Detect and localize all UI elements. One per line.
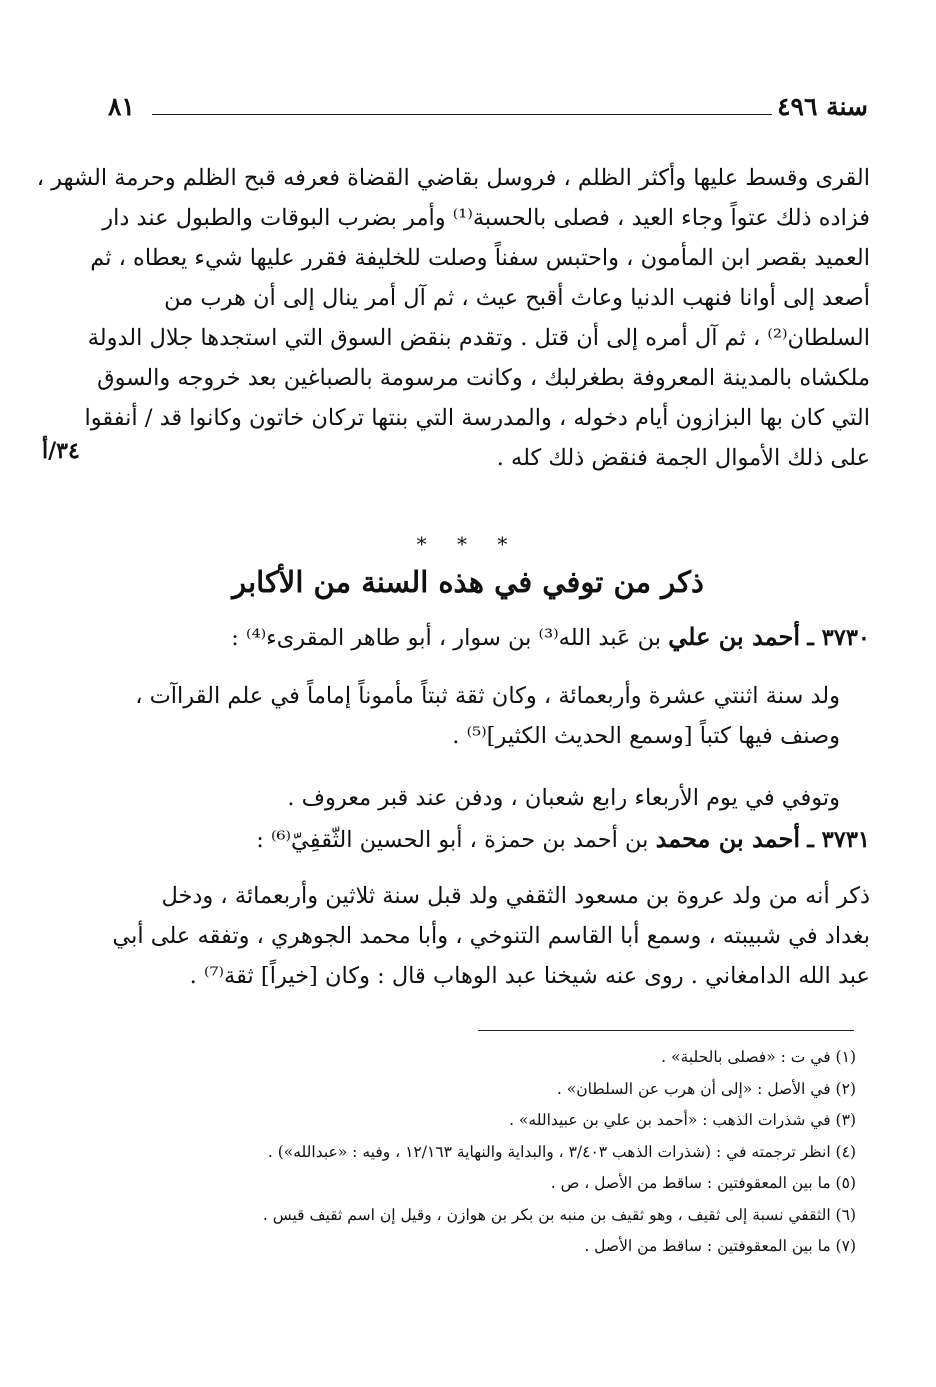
paragraph-2: [110, 676, 870, 756]
text-line: بغداد في شبيبته ، وسمع أبا القاسم التنوخي ، وأبا محمد الجوهري ، وتفقه على أبي: [112, 923, 870, 949]
footnote-rule: [478, 1030, 854, 1031]
header-rule: [152, 114, 772, 115]
footnote: (٤) انظر ترجمته في : (شذرات الذهب ٣/٤٠٣ ، والبداية والنهاية ١٢/١٦٣ ، وفيه : «عبدالله») .: [267, 1142, 856, 1161]
footnote: (١) في ت : «فصلى بالحلبة» .: [661, 1048, 856, 1066]
text-line: وتوفي في يوم الأربعاء رابع شعبان ، ودفن عند قبر معروف .: [287, 785, 840, 811]
page-number: ٨١: [108, 92, 135, 121]
text-line: وصنف فيها كتباً [وسمع الحديث الكثير]⁽⁵⁾ .: [452, 723, 840, 749]
page-header: [108, 92, 868, 126]
text-line: التي كان بها البزازون أيام دخوله ، والمدرسة التي بنتها تركان خاتون وكانوا قد / أنفقوا: [84, 405, 870, 431]
text-line: ولد سنة اثنتي عشرة وأربعمائة ، وكان ثقة ثبتاً مأموناً إماماً في علم القراآت ،: [135, 683, 840, 709]
entry-lineage: بن عَبد الله⁽³⁾ بن سوار ، أبو طاهر المقرىء⁽⁴⁾ :: [231, 625, 661, 651]
text-line: القرى وقسط عليها وأكثر الظلم ، فروسل بقاضي القضاة فعرفه قبح الظلم وحرمة الشهر ،: [36, 165, 870, 191]
footnote: (٦) الثقفي نسبة إلى ثقيف ، وهو ثقيف بن منبه بن بكر بن هوازن ، وقيل إن اسم ثقيف قيس .: [262, 1205, 856, 1224]
entry-name: أحمد بن علي: [668, 622, 801, 651]
running-head-year: سنة ٤٩٦: [777, 92, 868, 121]
paragraph-4: [110, 876, 870, 996]
footnote: (٥) ما بين المعقوفتين : ساقط من الأصل ، ص .: [550, 1174, 856, 1192]
entry-name: أحمد بن محمد: [655, 824, 801, 853]
footnote: (٣) في شذرات الذهب : «أحمد بن علي بن عبيدالله» .: [509, 1111, 856, 1129]
entry-number: ٣٧٣٠ ـ: [807, 625, 870, 651]
text-line: العميد بقصر ابن المأمون ، واحتبس سفناً وصلت للخليفة فقرر عليها شيء يعطاه ، ثم: [90, 245, 870, 271]
text-line: ذكر أنه من ولد عروة بن مسعود الثقفي ولد قبل سنة ثلاثين وأربعمائة ، ودخل: [161, 883, 870, 909]
footnotes: [56, 1042, 856, 1263]
manuscript-folio-note: ٣٤/أ: [42, 438, 80, 464]
footnote: (٢) في الأصل : «إلى أن هرب عن السلطان» .: [556, 1079, 856, 1098]
section-divider-stars: * * *: [416, 532, 520, 556]
text-line: عبد الله الدامغاني . روى عنه شيخنا عبد الوهاب قال : وكان [خيراً] ثقة⁽⁷⁾ .: [189, 963, 870, 989]
biography-entry-heading: [110, 824, 870, 853]
text-line: أصعد إلى أوانا فنهب الدنيا وعاث أقبح عيث ، ثم آل أمر ينال إلى أن هرب من: [164, 285, 870, 311]
entry-number: ٣٧٣١ ـ: [807, 827, 870, 853]
biography-entry-heading: [110, 622, 870, 651]
footnote: (٧) ما بين المعقوفتين : ساقط من الأصل .: [584, 1237, 856, 1255]
text-line: فزاده ذلك عتواً وجاء العيد ، فصلى بالحسبة⁽¹⁾ وأمر بضرب البوقات والطبول عند دار: [102, 205, 870, 231]
entry-lineage: بن أحمد بن حمزة ، أبو الحسين الثّقفِيّ⁽⁶⁾ :: [256, 827, 649, 853]
paragraph-3: [110, 778, 870, 818]
section-title: ذكر من توفي في هذه السنة من الأكابر: [232, 565, 704, 599]
text-line: على ذلك الأموال الجمة فنقض ذلك كله .: [496, 445, 870, 471]
text-line: ملكشاه بالمدينة المعروفة بطغرلبك ، وكانت مرسومة بالصباغين بعد خروجه والسوق: [97, 365, 870, 391]
text-line: السلطان⁽²⁾ ، ثم آل أمره إلى أن قتل . وتقدم بنقض السوق التي استجدها جلال الدولة: [87, 325, 870, 351]
